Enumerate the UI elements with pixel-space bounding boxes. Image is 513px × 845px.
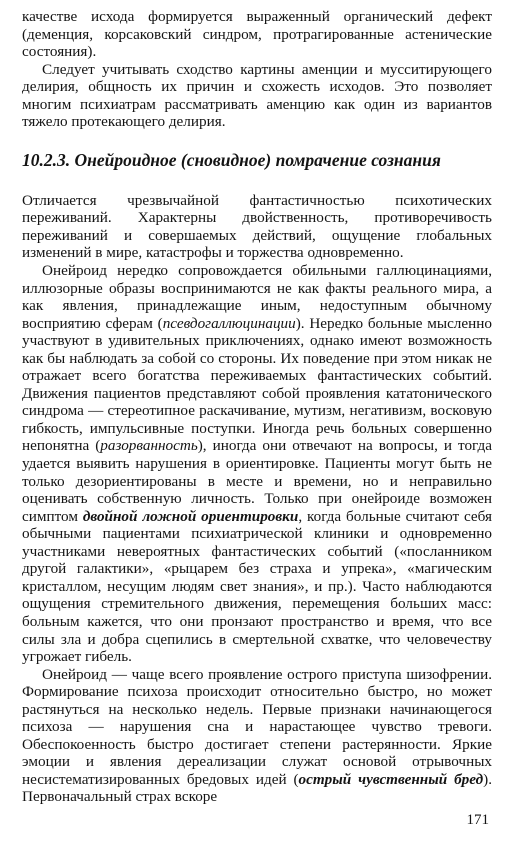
paragraph-amentia-delirium: Следует учитывать сходство картины аменции и мусситирующего делирия, общность их причин и схожесть исходов. Это позволяет многим психиатрам рассматривать аменцию как один из вариантов тяжело протекающего делирия. [22,60,492,131]
paragraph-oneiroid-intro: Отличается чрезвычайной фантастичностью психотических переживаний. Характерны двойственность, противоречивость переживаний и совершаемых действий, ощущение глобальных изменений в мире, катастрофы и торжества одновременно. [22,191,492,262]
text-run: , когда больные считают себя обычными пациентами психиатрической клиники и одновременно участниками невероятных фантастических событий («посланником другой галактики», «рыцарем без страха и упрека», «магическим кристаллом, несущим людям свет знания», и пр.). Часто наблюдаются ощущения стремительного движения, перемещения больших масс: больным кажется, что они пронзают пространство и время, что все силы зла и добра сцепились в смертельной схватке, что человечеству угрожает гибель. [22,507,492,666]
text-run: Онейроид нередко сопровождается обильными галлюцинациями, иллюзорные образы воспринимаются не как факты реального мира, а как явления, принадлежащие иным, недоступным обычному восприятию сферам ( [22,262,492,332]
term-acute-sensory-delusion: острый чувственный бред [298,770,484,788]
text-run: Онейроид — чаще всего проявление острого приступа шизофрении. Формирование психоза происходит относительно быстро, но может растянуться на несколько недель. Первые признаки начинающегося психоза — нарушения сна и нарастающее чувство тревоги. Обеспокоенность быстро достигает степени растерянности. Яркие эмоции и явления дереализации служат основой отрывочных несистематизированных бредовых идей ( [22,665,492,788]
term-double-false-orientation: двойной ложной ориентировки [82,507,299,525]
paragraph-continuation: качестве исхода формируется выраженный органический дефект (деменция, корсаковский синдром, протрагированные астенические состояния). [22,8,492,61]
text-run: ). Нередко больные мысленно участвуют в удивительных приключениях, однако имеют возможность как бы наблюдать за собой со стороны. Их поведение при этом никак не отражает всего богатства переживаемых фантастических событий. Движения пациентов представляют собой проявления кататонического синдрома — стереотипное раскачивание, мутизм, негативизм, восковую гибкость, импульсивные поступки. Иногда речь больных совершенно непонятна ( [22,314,492,455]
text-run: ), иногда они отвечают на вопросы, и тогда удается выявить нарушения в ориентировке. Пациенты могут быть не только дезориентированы в месте и времени, но и неправильно оценивать собственную личность. Только при онейроиде возможен симптом [22,437,492,525]
term-pseudohallucinations: псевдогаллюцинации [162,314,296,332]
text-run: ). Первоначальный страх вскоре [22,770,492,806]
term-incoherence: разорванность [100,437,198,455]
paragraph-oneiroid-hallucinations [22,262,492,666]
paragraph-oneiroid-onset [22,666,492,806]
page-number: 171 [466,812,489,828]
section-heading: 10.2.3. Онейроидное (сновидное) помрачение сознания [22,149,441,170]
page-body [22,8,492,806]
